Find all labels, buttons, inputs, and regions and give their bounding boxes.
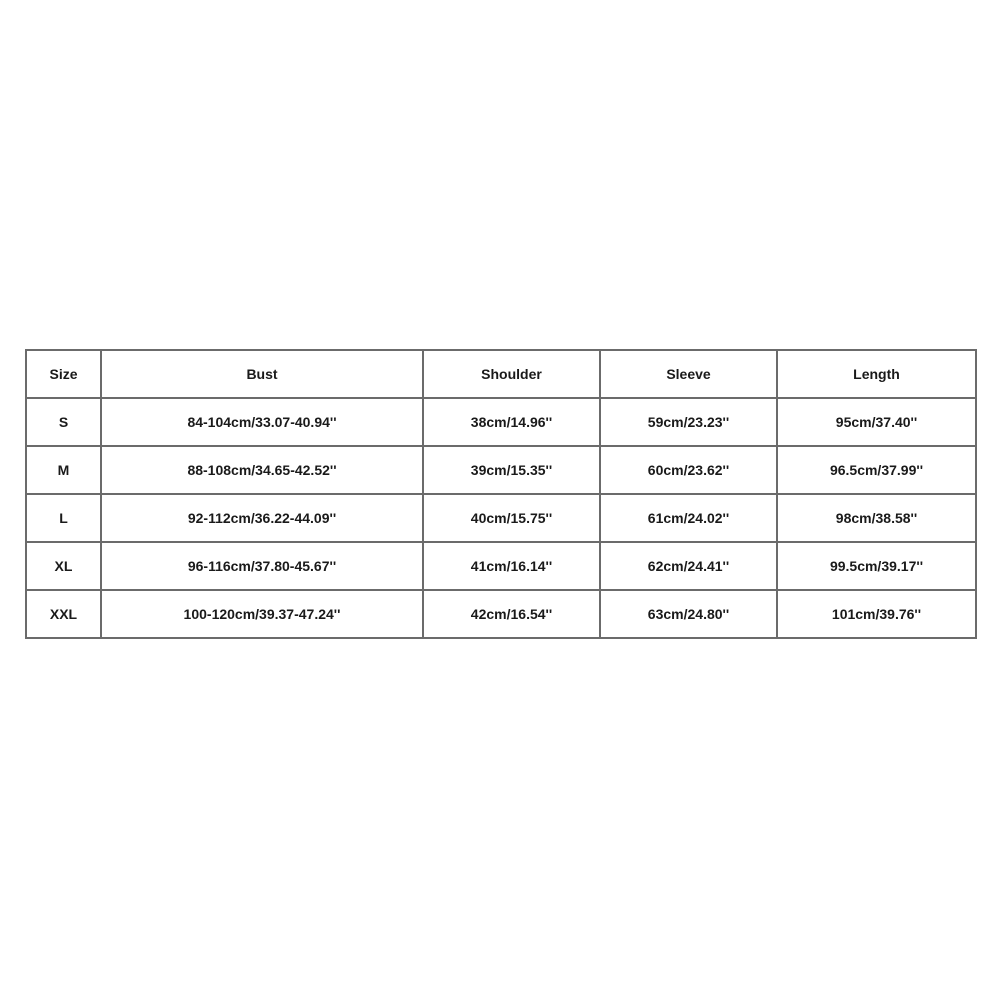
cell-shoulder: 42cm/16.54''	[423, 590, 600, 638]
cell-size: L	[26, 494, 101, 542]
cell-shoulder: 38cm/14.96''	[423, 398, 600, 446]
table-row	[26, 446, 976, 494]
cell-bust: 88-108cm/34.65-42.52''	[101, 446, 423, 494]
cell-shoulder: 39cm/15.35''	[423, 446, 600, 494]
table-row	[26, 542, 976, 590]
cell-sleeve: 61cm/24.02''	[600, 494, 777, 542]
header-size: Size	[26, 350, 101, 398]
cell-length: 101cm/39.76''	[777, 590, 976, 638]
cell-bust: 100-120cm/39.37-47.24''	[101, 590, 423, 638]
header-row	[26, 350, 976, 398]
header-sleeve: Sleeve	[600, 350, 777, 398]
cell-size: XL	[26, 542, 101, 590]
header-shoulder: Shoulder	[423, 350, 600, 398]
cell-bust: 96-116cm/37.80-45.67''	[101, 542, 423, 590]
cell-bust: 92-112cm/36.22-44.09''	[101, 494, 423, 542]
header-bust: Bust	[101, 350, 423, 398]
header-length: Length	[777, 350, 976, 398]
table-row	[26, 398, 976, 446]
table-row	[26, 590, 976, 638]
cell-shoulder: 40cm/15.75''	[423, 494, 600, 542]
cell-length: 96.5cm/37.99''	[777, 446, 976, 494]
cell-size: S	[26, 398, 101, 446]
cell-sleeve: 62cm/24.41''	[600, 542, 777, 590]
cell-sleeve: 63cm/24.80''	[600, 590, 777, 638]
cell-sleeve: 60cm/23.62''	[600, 446, 777, 494]
table-row	[26, 494, 976, 542]
cell-length: 98cm/38.58''	[777, 494, 976, 542]
cell-sleeve: 59cm/23.23''	[600, 398, 777, 446]
cell-size: M	[26, 446, 101, 494]
size-chart-table	[25, 349, 977, 639]
cell-size: XXL	[26, 590, 101, 638]
cell-length: 99.5cm/39.17''	[777, 542, 976, 590]
cell-length: 95cm/37.40''	[777, 398, 976, 446]
cell-bust: 84-104cm/33.07-40.94''	[101, 398, 423, 446]
cell-shoulder: 41cm/16.14''	[423, 542, 600, 590]
